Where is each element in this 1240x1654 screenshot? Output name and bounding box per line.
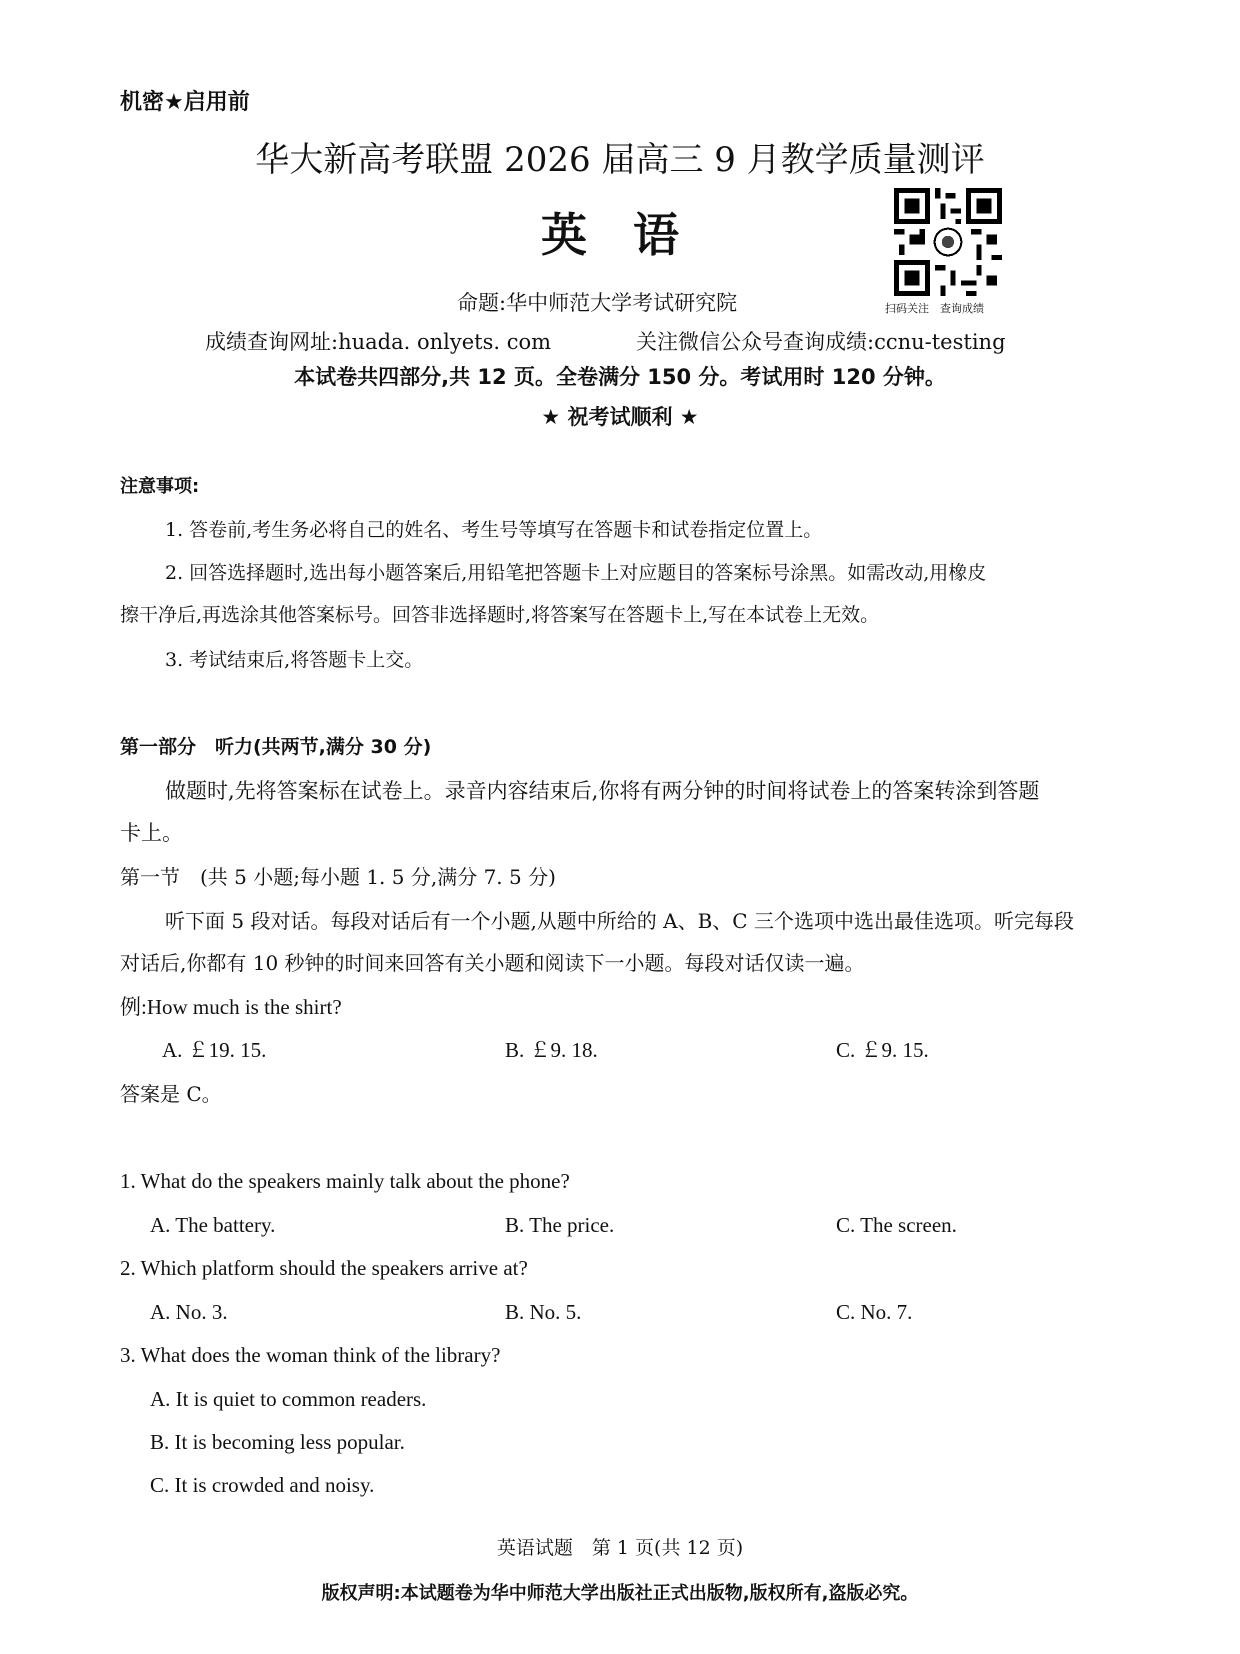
subject-title: 英 语 — [541, 208, 679, 262]
question-3: 3. What does the woman think of the library? — [120, 1343, 501, 1367]
option-1a: A. The battery. — [150, 1213, 276, 1237]
good-luck: ★ 祝考试顺利 ★ — [541, 405, 699, 429]
exam-info: 本试卷共四部分,共 12 页。全卷满分 150 分。考试用时 120 分钟。 — [294, 365, 946, 389]
example-option-a: A. ￡19. 15. — [162, 1038, 267, 1062]
note-item: 1. 答卷前,考生务必将自己的姓名、考生号等填写在答题卡和试卷指定位置上。 — [165, 519, 823, 541]
copyright-notice: 版权声明:本试题卷为华中师范大学出版社正式出版物,版权所有,盗版必究。 — [321, 1583, 919, 1604]
example-question: 例:How much is the shirt? — [120, 995, 342, 1019]
option-3a: A. It is quiet to common readers. — [150, 1387, 427, 1411]
section1-intro: 听下面 5 段对话。每段对话后有一个小题,从题中所给的 A、B、C 三个选项中选出最佳选项。听完每段 — [165, 909, 1074, 933]
note-item: 2. 回答选择题时,选出每小题答案后,用铅笔把答题卡上对应题目的答案标号涂黑。如需改动,用橡皮 — [165, 562, 987, 584]
part1-intro-continued: 卡上。 — [120, 821, 183, 845]
confidential-label: 机密★启用前 — [120, 90, 250, 115]
option-2c: C. No. 7. — [836, 1300, 913, 1324]
author-line: 命题:华中师范大学考试研究院 — [457, 291, 738, 315]
section1-heading: 第一节 (共 5 小题;每小题 1. 5 分,满分 7. 5 分) — [120, 865, 556, 889]
part1-heading: 第一部分 听力(共两节,满分 30 分) — [120, 736, 432, 758]
example-answer: 答案是 C。 — [120, 1082, 222, 1106]
question-2: 2. Which platform should the speakers arrive at? — [120, 1256, 528, 1280]
exam-title: 华大新高考联盟 2026 届高三 9 月教学质量测评 — [255, 140, 985, 180]
section1-intro-continued: 对话后,你都有 10 秒钟的时间来回答有关小题和阅读下一小题。每段对话仅读一遍。 — [120, 951, 865, 975]
example-option-c: C. ￡9. 15. — [836, 1038, 929, 1062]
notes-heading: 注意事项: — [120, 476, 200, 497]
page-footer: 英语试题 第 1 页(共 12 页) — [496, 1537, 744, 1559]
option-3c: C. It is crowded and noisy. — [150, 1473, 375, 1497]
query-site: 成绩查询网址:huada. onlyets. com — [205, 330, 552, 354]
option-1c: C. The screen. — [836, 1213, 957, 1237]
part1-intro: 做题时,先将答案标在试卷上。录音内容结束后,你将有两分钟的时间将试卷上的答案转涂到答题 — [165, 779, 1040, 803]
option-2b: B. No. 5. — [505, 1300, 582, 1324]
example-option-b: B. ￡9. 18. — [505, 1038, 598, 1062]
qr-caption: 扫码关注 查询成绩 — [885, 302, 984, 315]
option-1b: B. The price. — [505, 1213, 615, 1237]
wechat-info: 关注微信公众号查询成绩:ccnu-testing — [636, 330, 1006, 354]
option-2a: A. No. 3. — [150, 1300, 228, 1324]
qr-code — [893, 188, 1003, 296]
note-item: 3. 考试结束后,将答题卡上交。 — [165, 649, 424, 671]
question-1: 1. What do the speakers mainly talk about the phone? — [120, 1169, 570, 1193]
option-3b: B. It is becoming less popular. — [150, 1430, 405, 1454]
note-item-continued: 擦干净后,再选涂其他答案标号。回答非选择题时,将答案写在答题卡上,写在本试卷上无效。 — [120, 604, 880, 626]
